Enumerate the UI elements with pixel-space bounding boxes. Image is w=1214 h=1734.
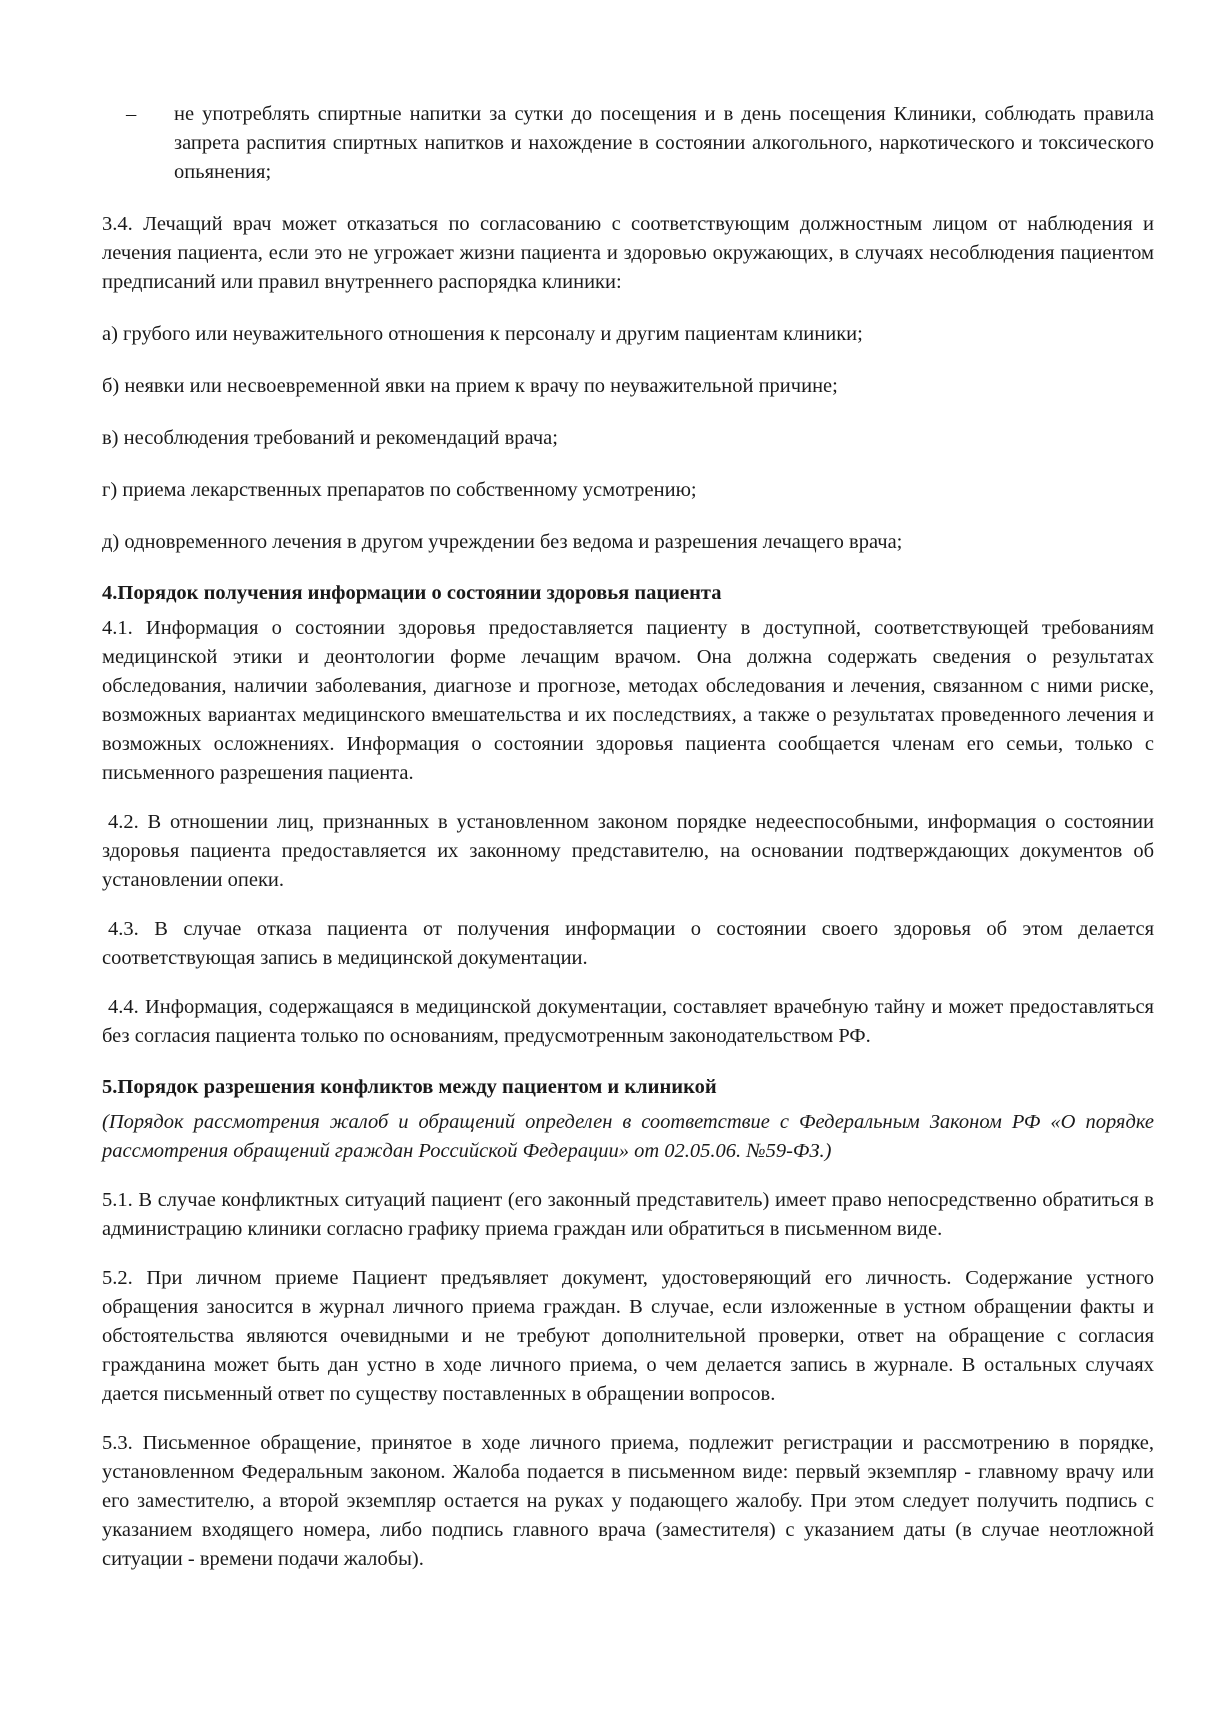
paragraph-4-3: 4.3. В случае отказа пациента от получения информации о состоянии своего здоровья об этом делается соответствующая запись в медицинской документации. xyxy=(102,918,1154,969)
dash-marker: – xyxy=(126,103,137,125)
paragraph-3-4: 3.4. Лечащий врач может отказаться по согласованию с соответствующим должностным лицом от наблюдения и лечения пациента, если это не угрожает жизни пациента и здоровью окружающих, в случаях несоблюдения пациентом предписаний или правил внутреннего распорядка клиники: xyxy=(102,213,1154,293)
bullet-item xyxy=(102,100,1154,187)
list-item-v: в) несоблюдения требований и рекомендаций врача; xyxy=(102,427,558,449)
section-5-note: (Порядок рассмотрения жалоб и обращений определен в соответствие с Федеральным Законом РФ «О порядке рассмотрения обращений граждан Российской Федерации» от 02.05.06. №59-ФЗ.) xyxy=(102,1111,1154,1162)
section-4-heading: 4.Порядок получения информации о состоянии здоровья пациента xyxy=(102,582,722,604)
list-item-d: д) одновременного лечения в другом учреждении без ведома и разрешения лечащего врача; xyxy=(102,531,903,553)
section-5-heading: 5.Порядок разрешения конфликтов между пациентом и клиникой xyxy=(102,1076,717,1098)
paragraph-5-1: 5.1. В случае конфликтных ситуаций пациент (его законный представитель) имеет право непосредственно обратиться в администрацию клиники согласно графику приема граждан или обратиться в письменном виде. xyxy=(102,1189,1154,1240)
list-item-b: б) неявки или несвоевременной явки на прием к врачу по неуважительной причине; xyxy=(102,375,838,397)
paragraph-4-4: 4.4. Информация, содержащаяся в медицинской документации, составляет врачебную тайну и может предоставляться без согласия пациента только по основаниям, предусмотренным законодательством РФ. xyxy=(102,996,1154,1047)
paragraph-5-2: 5.2. При личном приеме Пациент предъявляет документ, удостоверяющий его личность. Содержание устного обращения заносится в журнал личного приема граждан. В случае, если изложенные в устном обращении факты и обстоятельства являются очевидными и не требуют дополнительной проверки, ответ на обращение с согласия гражданина может быть дан устно в ходе личного приема, о чем делается запись в журнале. В остальных случаях дается письменный ответ по существу поставленных в обращении вопросов. xyxy=(102,1267,1154,1405)
paragraph-5-3: 5.3. Письменное обращение, принятое в ходе личного приема, подлежит регистрации и рассмотрению в порядке, установленном Федеральным законом. Жалоба подается в письменном виде: первый экземпляр - главному врачу или его заместителю, а второй экземпляр остается на руках у подающего жалобу. При этом следует получить подпись с указанием входящего номера, либо подпись главного врача (заместителя) с указанием даты (в случае неотложной ситуации - времени подачи жалобы). xyxy=(102,1432,1154,1570)
bullet-text: не употреблять спиртные напитки за сутки до посещения и в день посещения Клиники, соблюдать правила запрета распития спиртных напитков и нахождение в состоянии алкогольного, наркотического и токсического опьянения; xyxy=(174,103,1154,183)
list-item-g: г) приема лекарственных препаратов по собственному усмотрению; xyxy=(102,479,697,501)
paragraph-4-1: 4.1. Информация о состоянии здоровья предоставляется пациенту в доступной, соответствующей требованиям медицинской этики и деонтологии форме лечащим врачом. Она должна содержать сведения о результатах обследования, наличии заболевания, диагнозе и прогнозе, методах обследования и лечения, связанном с ними риске, возможных вариантах медицинского вмешательства и их последствиях, а также о результатах проведенного лечения и возможных осложнениях. Информация о состоянии здоровья пациента сообщается членам его семьи, только с письменного разрешения пациента. xyxy=(102,617,1154,784)
list-item-a: а) грубого или неуважительного отношения к персоналу и другим пациентам клиники; xyxy=(102,323,863,345)
paragraph-4-2: 4.2. В отношении лиц, признанных в установленном законом порядке недееспособными, информация о состоянии здоровья пациента предоставляется их законному представителю, на основании подтверждающих документов об установлении опеки. xyxy=(102,811,1154,891)
